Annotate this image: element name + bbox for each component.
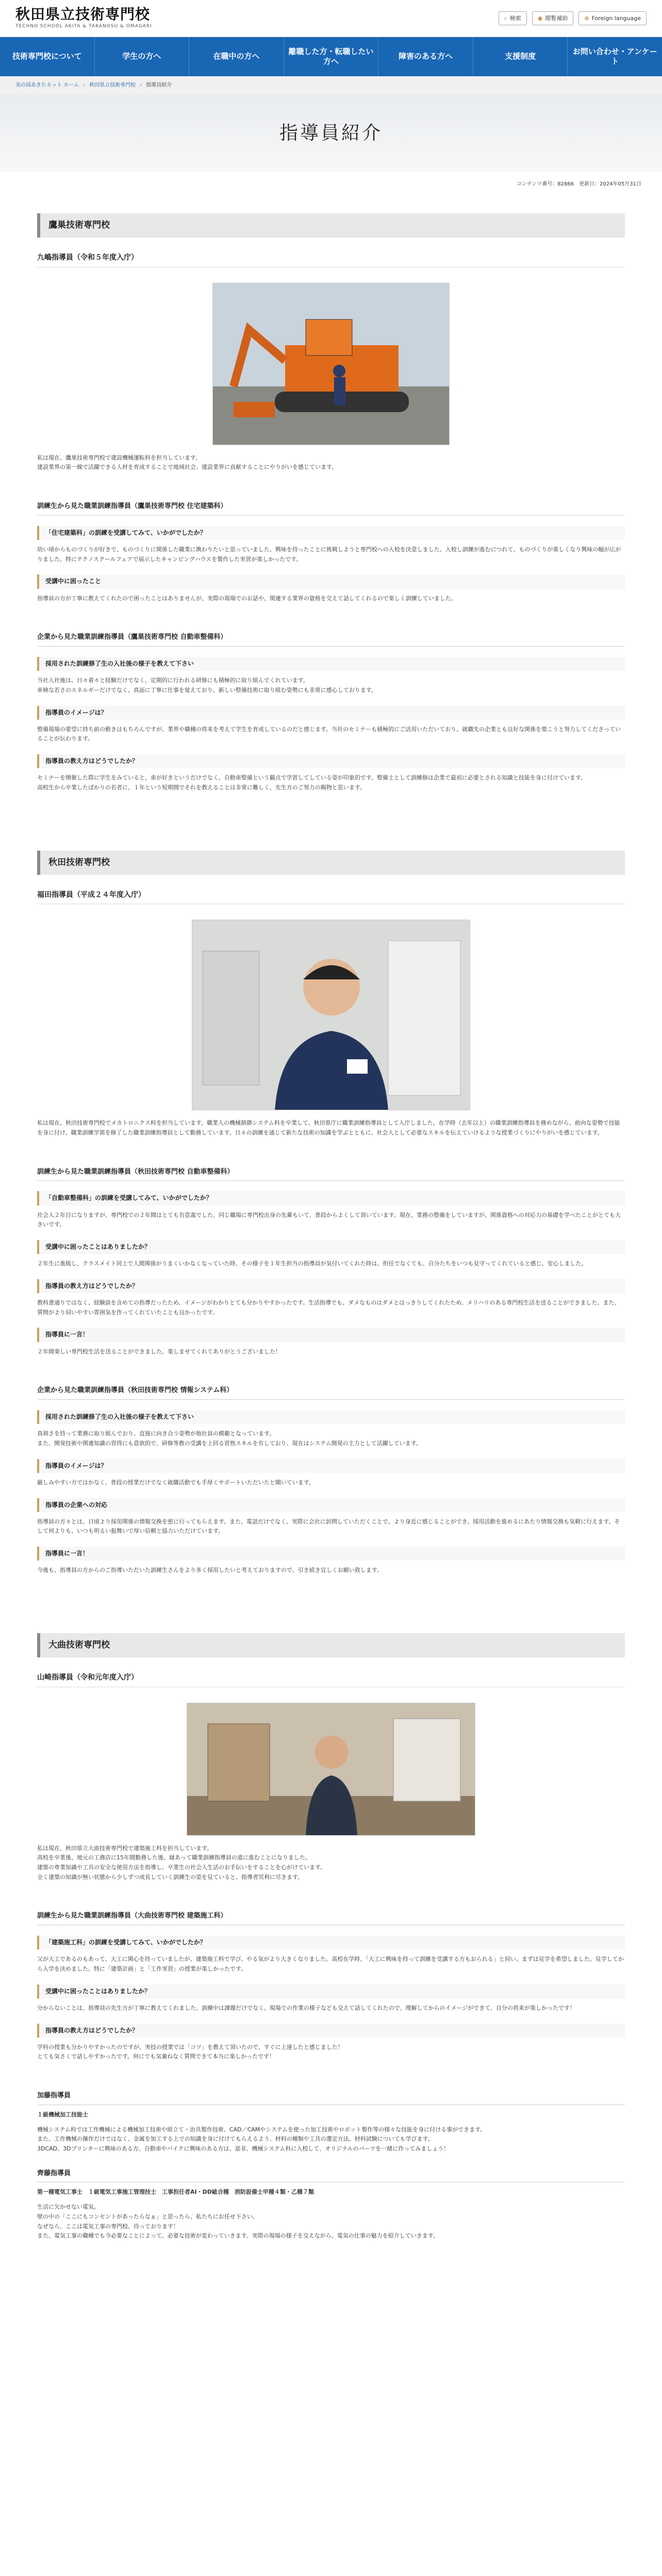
logo-title: 秋田県立技術専門校 xyxy=(15,5,151,23)
instructor-photo xyxy=(192,920,470,1110)
answer-text: 学科の授業も分かりやすかったのですが、実技の授業では「コツ」を教えて頂いたので、すぐに上達したと感じました！ とても気さくで話しやすかったです。何にでも気兼ねなく質問できて本当に楽しかったです！ xyxy=(37,2043,343,2060)
instructor-heading-saito: 齊藤指導員 xyxy=(37,2168,625,2183)
content-meta: コンテンツ番号：82866 更新日：2024年05月31日 xyxy=(516,181,641,187)
language-label: Foreign language xyxy=(591,14,641,22)
section-omagari xyxy=(37,1633,625,2241)
breadcrumb-school[interactable]: 秋田県立技術専門校 xyxy=(89,82,136,88)
eye-icon: ◉ xyxy=(537,14,543,22)
excavator-photo-icon xyxy=(213,283,450,445)
search-button[interactable] xyxy=(499,11,527,26)
instructor-message: 生活に欠かせない電気。 壁の中の「ここにもコンセントがあったらなぁ」と思ったら、私たちにお任せ下さい。 なぜなら、ここは電気工事の専門校、待っております！ また、電気工事の職種でも今必要なことによって、必要な技術が変わっていきます。実際の現場の様子を交えながら、電気の仕事の魅力を紹介していきます。 xyxy=(37,2204,439,2240)
question-heading: 「建築施工科」の訓練を受講してみて、いかがでしたか？ xyxy=(37,1936,625,1950)
accessibility-button[interactable] xyxy=(532,11,574,26)
question-heading: 指導員の企業への対応 xyxy=(37,1498,625,1512)
header-links xyxy=(499,11,647,26)
qualification-text: 第一種電気工事士 １級電気工事施工管理技士 工事担任者AI・DD総合種 消防設備士甲種４類・乙種７類 xyxy=(37,2189,314,2196)
nav-job-change[interactable]: 離職した方・転職したい方へ xyxy=(284,37,379,76)
answer-text: 分からないことは、指導員の先生方が丁寧に教えてくれました。訓練中は課題だけでなく、現場での作業の様子なども交えて話してくれたので、理解してからのイメージができて、自分の将来が楽しかったです！ xyxy=(37,2004,576,2011)
search-label: 検索 xyxy=(509,14,521,22)
breadcrumb xyxy=(0,76,662,95)
answer-text: 社会人２年目になりますが、専門校での２年間はとても有意義でした。同じ職場に専門校出身の先輩もいて、普段からよくして頂いています。現在、業務の整備をしていますが、関係資格への対応力の基礎を学べたことがとても大きいです。 xyxy=(37,1211,621,1228)
school-heading: 秋田技術専門校 xyxy=(37,851,625,875)
nav-employed[interactable]: 在職中の方へ xyxy=(189,37,284,76)
instructor-photo xyxy=(212,283,450,445)
site-header xyxy=(0,0,662,37)
qualification-text: １級機械加工技能士 xyxy=(37,2111,88,2118)
instructor-photo xyxy=(187,1703,475,1836)
nav-students[interactable]: 学生の方へ xyxy=(95,37,190,76)
breadcrumb-current: 指導員紹介 xyxy=(146,82,172,88)
breadcrumb-home[interactable]: 美の国あきたネット ホーム xyxy=(15,82,79,88)
instructor-intro: 私は現在、鷹巣技術専門校で建設機械運転科を担当しています。 建設業界の第一線で活躍できる人材を育成することで地域社会、建設業界に貢献することにやりがいを感じています。 xyxy=(37,454,338,471)
school-heading: 大曲技術専門校 xyxy=(37,1633,625,1657)
question-heading: 指導員の教え方はどうでしたか？ xyxy=(37,754,625,768)
instructor-portrait-icon xyxy=(192,920,470,1110)
question-heading: 指導員に一言！ xyxy=(37,1547,625,1561)
question-heading: 指導員のイメージは？ xyxy=(37,1459,625,1473)
page-title: 指導員紹介 xyxy=(279,123,383,144)
answer-text: 幼い頃からものづくりが好きで、ものづくりに関係した職業に携わりたいと思っていました。興味を持ったことに挑戦しようと専門校への入校を決意しました。入校し訓練が進むにつれて、ものづくりが楽しくなり興味の幅が広がりました。特にテクノスクールフェアで展示したキャンピングハウスを製作した実習が楽しかったです。 xyxy=(37,546,621,563)
answer-text: セミナーを開催した際に学生をみていると、車が好きというだけでなく、自動車整備という観点で学習してしている姿が印象的です。整備士として訓練修は企業で最初に必要とされる知識と技能を身に付けています。 高校生から卒業したばかりの若者に、１年という短期間でそれを教えることは非常に難しく、先生方のご努力の賜物と思います。 xyxy=(37,774,587,791)
instructor-heading: 九嶋指導員（令和５年度入庁） xyxy=(37,252,625,267)
trainee-view-heading: 訓練生から見た職業訓練指導員（鷹巣技術専門校 住宅建築科） xyxy=(37,501,625,516)
workshop-photo-icon xyxy=(187,1703,475,1836)
search-icon: ⌕ xyxy=(504,14,507,22)
answer-text: 整備現場の要望に持ち前の動きはもちろんですが、業界や職種の将来を考えて学生を育成しているのだと感じます。当社のセミナーも積極的にご活用いただいており、就職先の企業とも良好な関係を築こうと努力してくださっていることが伝わります。 xyxy=(37,725,621,742)
site-logo[interactable] xyxy=(15,7,152,30)
instructor-intro: 私は現在、秋田県立大曲技術専門校で建築施工科を担当しています。 高校を卒業後、地元の工務店に15年間勤務した後、縁あって職業訓練指導員の道に進むことになりました。 建築の専業知識や工具の安全な使用方法を指導し、卒業生の社会人生活のお手伝いをすることを心がけています。 全く建築の知識が無い状態から少しずつ成長していく訓練生の姿を見ていると、指導者冥利に尽きます。 xyxy=(37,1844,326,1880)
question-heading: 指導員の教え方はどうでしたか？ xyxy=(37,1279,625,1293)
answer-text: 当社入社後は、日々着々と経験だけでなく、定期的に行われる研修にも積極的に取り組んでくれています。 車検な若さのエネルギーだけでなく、真面に丁寧に仕事を覚えており、新しい整備技術に取り組む姿勢にも非常に感心しております。 xyxy=(37,677,377,693)
answer-text: ２年生に進級し、クラスメイト同士で人間関係がうまくいかなくなっていた時、その様子を１年生担当の指導員が気付いてくれた時は、担任でなくても、自分たちをいつも見守ってくれていると感じ、安心しました。 xyxy=(37,1260,587,1267)
answer-text: 教科書通りではなく、経験談を含めての指導だったため、イメージがわかりとても分かりやすかったです。生活指導でも、ダメなものはダメとはっきりしてくれたため、メリハリのある専門校生活を送ることができました。また、質問がより伺いやすい雰囲気を作ってくれていたことも良かったです。 xyxy=(37,1299,620,1316)
company-view-heading: 企業から見た職業訓練指導員（鷹巣技術専門校 自動車整備科） xyxy=(37,632,625,647)
chevron-right-icon: › xyxy=(83,82,86,88)
instructor-message: 機械システム科では工作機械による機械加工技術や組立て・治具製作技術、CAD／CAMやシステムを使った加工技術やロボット製作等の様々な技能を身に付ける事ができます。 また、工作機械の操作だけではなく、金属を加工する上での知識を身に付けてもらえるよう、材料の種類や工具の選定方法、材料試験についても学びます。 3DCAD、3Dプリンターに興味のある方、自動車やバイクに興味のある方は、是非、機械システム科に入校して、オリジナルのパーツを一緒に作ってみましょう！ xyxy=(37,2126,486,2152)
trainee-view-heading: 訓練生から見た職業訓練指導員（秋田技術専門校 自動車整備科） xyxy=(37,1167,625,1181)
question-heading: 指導員の教え方はどうでしたか？ xyxy=(37,2024,625,2038)
instructor-heading: 山崎指導員（令和元年度入庁） xyxy=(37,1672,625,1687)
answer-text: 今後も、指導員の方からのご指導いただいた訓練生さんをより多く採用したいと考えておりますので、引き続き宜しくお願い致します。 xyxy=(37,1567,383,1574)
main-content xyxy=(0,213,662,2241)
page-title-band xyxy=(0,95,662,172)
global-nav xyxy=(0,37,662,76)
section-akita xyxy=(37,851,625,1575)
nav-contact[interactable]: お問い合わせ・アンケート xyxy=(572,46,657,66)
question-heading: 採用された訓練修了生の入社後の様子を教えて下さい xyxy=(37,1410,625,1424)
nav-about[interactable]: 技術専門校について xyxy=(0,37,95,76)
company-view-heading: 企業から見た職業訓練指導員（秋田技術専門校 情報システム科） xyxy=(37,1385,625,1400)
nav-disability[interactable]: 障害のある方へ xyxy=(378,37,473,76)
section-takanosu xyxy=(37,213,625,793)
globe-icon: ⊕ xyxy=(584,14,589,22)
answer-text: 厳しみやすい方ではかなく、普段の授業だけでなく就職活動でも手厚くサポートいただいたと聞いています。 xyxy=(37,1479,315,1486)
question-heading: 指導員のイメージは？ xyxy=(37,706,625,720)
answer-text: 父が大工であるのもあって、大工に関心を持っていましたが、建築施工科で学び、やる気がより大きくなりました。高校在学時、「大工に興味を持って訓練を受講する方もおられる」と伺い、まずは見学を希望しました。見学してから入学を決めました。特に「建築計画」と「工作実習」の授業が楽しかったです。 xyxy=(37,1956,624,1972)
question-heading: 「自動車整備科」の訓練を受講してみて、いかがでしたか？ xyxy=(37,1191,625,1205)
instructor-heading-kato: 加藤指導員 xyxy=(37,2091,625,2105)
instructor-heading: 福田指導員（平成２４年度入庁） xyxy=(37,889,625,904)
question-heading: 「住宅建築科」の訓練を受講してみて、いかがでしたか？ xyxy=(37,526,625,540)
chevron-right-icon: › xyxy=(140,82,142,88)
answer-text: ２年間楽しい専門校生活を送ることができました。楽しませてくれてありがとうございました！ xyxy=(37,1348,281,1355)
accessibility-label: 閲覧補助 xyxy=(545,14,568,22)
trainee-view-heading: 訓練生から見た職業訓練指導員（大曲技術専門校 建築施工科） xyxy=(37,1911,625,1925)
question-heading: 受講中に困ったことはありましたか？ xyxy=(37,1985,625,1998)
question-heading: 受講中に困ったこと xyxy=(37,574,625,588)
question-heading: 採用された訓練修了生の入社後の様子を教えて下さい xyxy=(37,657,625,671)
school-heading: 鷹巣技術専門校 xyxy=(37,213,625,238)
instructor-intro: 私は現在、秋田技術専門校でメカトロニクス科を担当しています。職業人の機械制御システム科を卒業して、秋田県庁に職業訓練指導員として入庁しました。在学時（去年以上）の職業訓練指導員を務めながら、前向な姿勢で技能を身に付け、職業訓練学部を修了した職業訓練指導員として勤務しています。日々の訓練を通じて新たな技術の知識を学ぶとともに、社会人として必要なスキルを伝えていけるような授業づくりにやりがいを感じています。 xyxy=(37,1120,620,1136)
logo-subtitle: TECHNO SCHOOL AKITA & TAKANOSU & OMAGARI xyxy=(15,23,152,29)
question-heading: 受講中に困ったことはありましたか？ xyxy=(37,1240,625,1254)
question-heading: 指導員に一言！ xyxy=(37,1328,625,1342)
nav-support[interactable]: 支援制度 xyxy=(473,37,568,76)
answer-text: 真剣さを持って業務に取り組んでおり、直接に向き合う姿勢が他社員の模範となっています。 また、開発技術や関連知識の習得にも意欲的で、研修等教の受講を上回る習熟スキルを有しており、現在はシステム開発の主力として活躍しています。 xyxy=(37,1430,422,1447)
language-button[interactable] xyxy=(578,11,647,26)
answer-text: 指導員の方が丁寧に教えてくれたので困ったことはありませんが、実際の現場でのお話や、関連する業界の資格を交えて話してくれるので楽しく訓練していました。 xyxy=(37,595,457,602)
answer-text: 指導員の方々とは、日頃より採用関係の情報交換を密に行ってもらえます。また、電話だけでなく、実際に会社に訪問していただくことで、より身近に感じることができ、採用活動を進めるにあたり情報交換も気軽に行えます。そして何よりも、いつも明るい振舞いで厚い信頼と協力いただけています。 xyxy=(37,1518,620,1535)
